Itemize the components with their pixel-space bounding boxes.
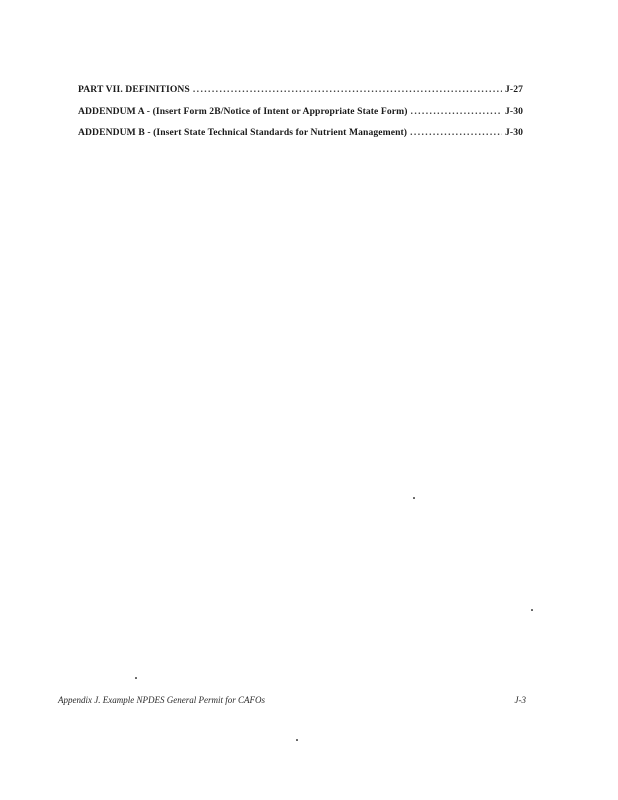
scan-speck	[135, 677, 137, 679]
table-of-contents	[78, 84, 523, 148]
toc-leader-dots	[193, 84, 502, 96]
toc-entry-page: J-27	[505, 84, 523, 95]
page-footer	[58, 695, 526, 705]
toc-entry-page: J-30	[505, 106, 523, 117]
footer-page-number: J-3	[514, 695, 526, 705]
scan-speck	[531, 609, 533, 611]
toc-entry-definitions	[78, 84, 523, 96]
toc-entry-addendum-b	[78, 127, 523, 139]
toc-entry-addendum-a	[78, 106, 523, 118]
toc-leader-dots	[411, 106, 502, 118]
footer-title: Appendix J. Example NPDES General Permit for CAFOs	[58, 695, 265, 705]
scan-speck	[296, 739, 298, 741]
toc-entry-label: PART VII. DEFINITIONS	[78, 84, 190, 95]
toc-entry-page: J-30	[505, 127, 523, 138]
toc-entry-label: ADDENDUM B - (Insert State Technical Standards for Nutrient Management)	[78, 127, 408, 138]
scan-speck	[413, 497, 415, 499]
toc-leader-dots	[410, 127, 502, 139]
toc-entry-label: ADDENDUM A - (Insert Form 2B/Notice of Intent or Appropriate State Form)	[78, 106, 408, 117]
